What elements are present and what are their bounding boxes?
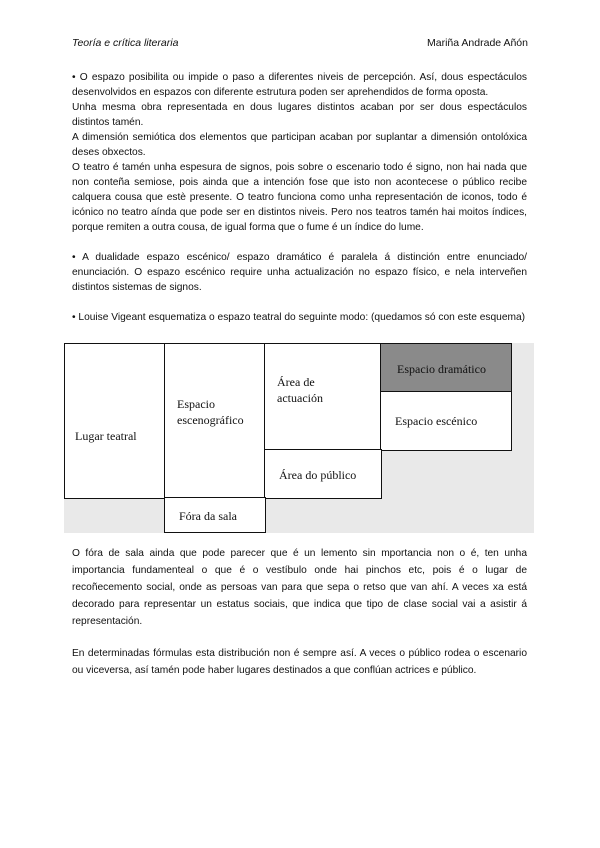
paragraph-vigeant: • Louise Vigeant esquematiza o espazo teatral do seguinte modo: (quedamos só con este esquema) <box>72 312 526 323</box>
paragraph-espesura-signos: O teatro é tamén unha espesura de signos, pois sobre o escenario todo é signo, non hai nada que non conteña semiose, pois ainda que a intención fose que isto non acontecese o público recibe calquera cousa que estè presente. O teatro funciona como unha representación de iconos, todo é icónico no teatro aínda que pode ser en distintos niveis. Pero nos teatros tamén hai moitos índices, porque remiten a outra cousa, de igual forma que o fume é un índice do lume. <box>72 162 527 233</box>
page-body <box>72 70 527 679</box>
paragraph-espazo-percepcion: • O espazo posibilita ou impide o paso a diferentes niveis de percepción. Así, dous espectáculos desenvolvidos en espazos con diferente estrutura poden ser aprehendidos de forma oposta. <box>72 72 527 98</box>
diagram-lugar-teatral: Lugar teatral <box>64 343 166 499</box>
diagram-espacio-escenografico: Espacio escenográfico <box>164 343 266 499</box>
paragraph-fora-sala: O fóra de sala ainda que pode parecer que é un lemento sin mportancia non o é, ten unha importancia fundamenteal o que é o vestíbulo onde hai pinchos etc, pois é o lugar de recoñecemento social, onde as persoas van para que sepa o retso que van ahí. A veces xa está decorado para representar un estatus sociais, que indica que tipo de clase social vai a asistir á representación. <box>72 548 527 627</box>
diagram-area-actuacion: Área de actuación <box>264 343 382 451</box>
diagram-fora-sala: Fóra da sala <box>164 497 266 533</box>
paragraph-determinadas-formulas: En determinadas fórmulas esta distribución non é sempre así. A veces o público rodea o escenario ou viceversa, así tamén pode haber lugares destinados a que conflúan actrices e público. <box>72 648 527 676</box>
running-header-title: Teoría e crítica literaria <box>72 37 179 49</box>
paragraph-mesma-obra: Unha mesma obra representada en dous lugares distintos acaban por ser dous espectáculos distintos tamén. <box>72 102 527 128</box>
paragraph-dimension-semiotica: A dimensión semiótica dos elementos que participan acaban por suplantar a dimensión ontolóxica deses obxectos. <box>72 132 527 158</box>
running-header-author: Mariña Andrade Añón <box>427 37 528 49</box>
teatral-space-diagram <box>64 343 534 533</box>
diagram-espacio-escenico: Espacio escénico <box>380 391 512 451</box>
diagram-espacio-dramatico: Espacio dramático <box>380 343 512 393</box>
diagram-area-publico: Área do público <box>264 449 382 499</box>
paragraph-dualidade: • A dualidade espazo escénico/ espazo dramático é paralela á distinción entre enunciado/ enunciación. O espazo escénico require unha actualización no espazo físico, e nela interveñen distintos sistemas de signos. <box>72 252 527 293</box>
